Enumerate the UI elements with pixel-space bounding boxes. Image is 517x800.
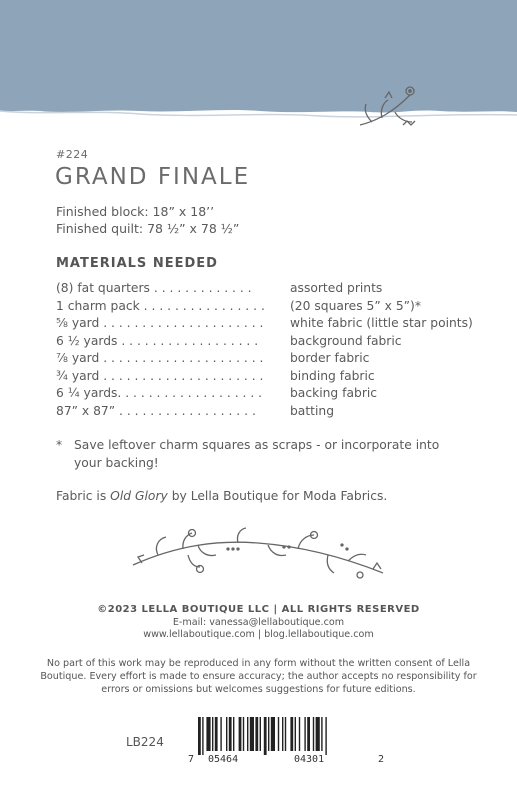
list-item xyxy=(56,369,496,387)
barcode-bar xyxy=(206,717,210,751)
barcode-bar xyxy=(226,717,227,751)
product-code: LB224 xyxy=(126,735,164,749)
barcode-bar xyxy=(198,717,201,755)
contact-websites: www.lellaboutique.com | blog.lellaboutique.com xyxy=(143,629,374,640)
materials-list xyxy=(56,281,496,421)
barcode-bar xyxy=(307,717,310,751)
barcode-bar xyxy=(285,717,286,751)
barcode-bar xyxy=(268,717,269,751)
material-desc: binding fabric xyxy=(290,368,375,383)
list-item xyxy=(56,404,496,422)
material-qty: 6 ¼ yards. . . . . . . . . . . . . . . . . . . xyxy=(56,386,263,400)
barcode-digit: 7 xyxy=(188,754,195,765)
material-desc: background fabric xyxy=(290,333,402,348)
list-item xyxy=(56,281,496,299)
barcode-digits: 04301 xyxy=(294,754,325,765)
barcode-bar xyxy=(243,717,244,751)
barcode-bar xyxy=(202,717,203,755)
barcode-bar xyxy=(271,717,275,751)
contact-email: E-mail: vanessa@lellaboutique.com xyxy=(172,617,345,628)
barcode-bar xyxy=(250,717,254,751)
material-desc: white fabric (little star points) xyxy=(290,316,473,330)
barcode-bar xyxy=(264,717,267,755)
barcode-bar xyxy=(290,717,293,751)
barcode-bar xyxy=(304,717,305,751)
barcode-bar xyxy=(299,717,300,751)
barcode-digit: 2 xyxy=(378,754,385,765)
barcode-bar xyxy=(295,717,296,751)
floral-vine-icon xyxy=(128,525,388,589)
material-qty: 1 charm pack . . . . . . . . . . . . . . . . xyxy=(56,298,265,313)
materials-heading: MATERIALS NEEDED xyxy=(56,256,218,271)
finished-block: Finished block: 18” x 18’’ xyxy=(56,204,215,219)
page-title: GRAND FINALE xyxy=(55,164,251,190)
footnote-text: Save leftover charm squares as scraps - or incorporate into your backing! xyxy=(74,438,440,470)
barcode-bar xyxy=(233,717,234,751)
material-qty: ¾ yard . . . . . . . . . . . . . . . . . . . . . xyxy=(56,368,264,383)
copyright-line: ©2023 LELLA BOUTIQUE LLC | ALL RIGHTS RESERVED xyxy=(97,604,420,615)
barcode-bar xyxy=(313,717,314,751)
list-item xyxy=(56,299,496,317)
material-qty: 6 ½ yards . . . . . . . . . . . . . . . . . . xyxy=(56,333,259,348)
footnote-marker: * xyxy=(56,438,63,452)
fabric-suffix: by Lella Boutique for Moda Fabrics. xyxy=(167,489,388,503)
barcode-bar xyxy=(220,717,221,751)
barcode-bar xyxy=(260,717,261,751)
barcode-bar xyxy=(215,717,218,751)
material-desc: border fabric xyxy=(290,351,370,365)
barcode-bar xyxy=(321,717,322,751)
barcode-bar xyxy=(239,717,242,751)
barcode-bar xyxy=(247,717,248,751)
material-desc: (20 squares 5” x 5”)* xyxy=(290,298,421,313)
list-item xyxy=(56,316,496,334)
list-item xyxy=(56,351,496,369)
barcode-bar xyxy=(212,717,213,751)
material-desc: backing fabric xyxy=(290,386,378,400)
banner-graphic xyxy=(0,0,517,140)
fabric-name: Old Glory xyxy=(110,489,168,503)
finished-quilt: Finished quilt: 78 ½” x 78 ½” xyxy=(56,221,240,236)
material-qty: ⅝ yard . . . . . . . . . . . . . . . . . . . . . xyxy=(56,316,264,330)
barcode-bar xyxy=(229,717,232,751)
material-qty: 87” x 87” . . . . . . . . . . . . . . . . . . xyxy=(56,403,256,418)
barcode-bar xyxy=(325,717,326,755)
barcode-bar xyxy=(255,717,258,751)
barcode-bar xyxy=(316,717,320,751)
barcode-bar xyxy=(278,717,279,751)
material-desc: assorted prints xyxy=(290,281,383,295)
finished-sizes xyxy=(56,203,239,237)
legal-notice: No part of this work may be reproduced in any form without the written consent of Lella Boutique. Every effort is made to ensure accuracy; the author accepts no responsibility for errors or omissions but welcomes suggestions for future editions. xyxy=(40,658,477,695)
material-qty: ⅞ yard . . . . . . . . . . . . . . . . . . . . . xyxy=(56,351,264,365)
fabric-credit xyxy=(56,489,387,503)
list-item xyxy=(56,386,496,404)
header-banner xyxy=(0,0,517,140)
list-item xyxy=(56,334,496,352)
pattern-number: #224 xyxy=(56,148,89,161)
material-qty: (8) fat quarters . . . . . . . . . . . . . xyxy=(56,281,252,295)
fabric-prefix: Fabric is xyxy=(56,489,111,503)
barcode-bar xyxy=(282,717,283,751)
barcode-digits: 05464 xyxy=(208,754,239,765)
material-desc: batting xyxy=(290,403,334,418)
